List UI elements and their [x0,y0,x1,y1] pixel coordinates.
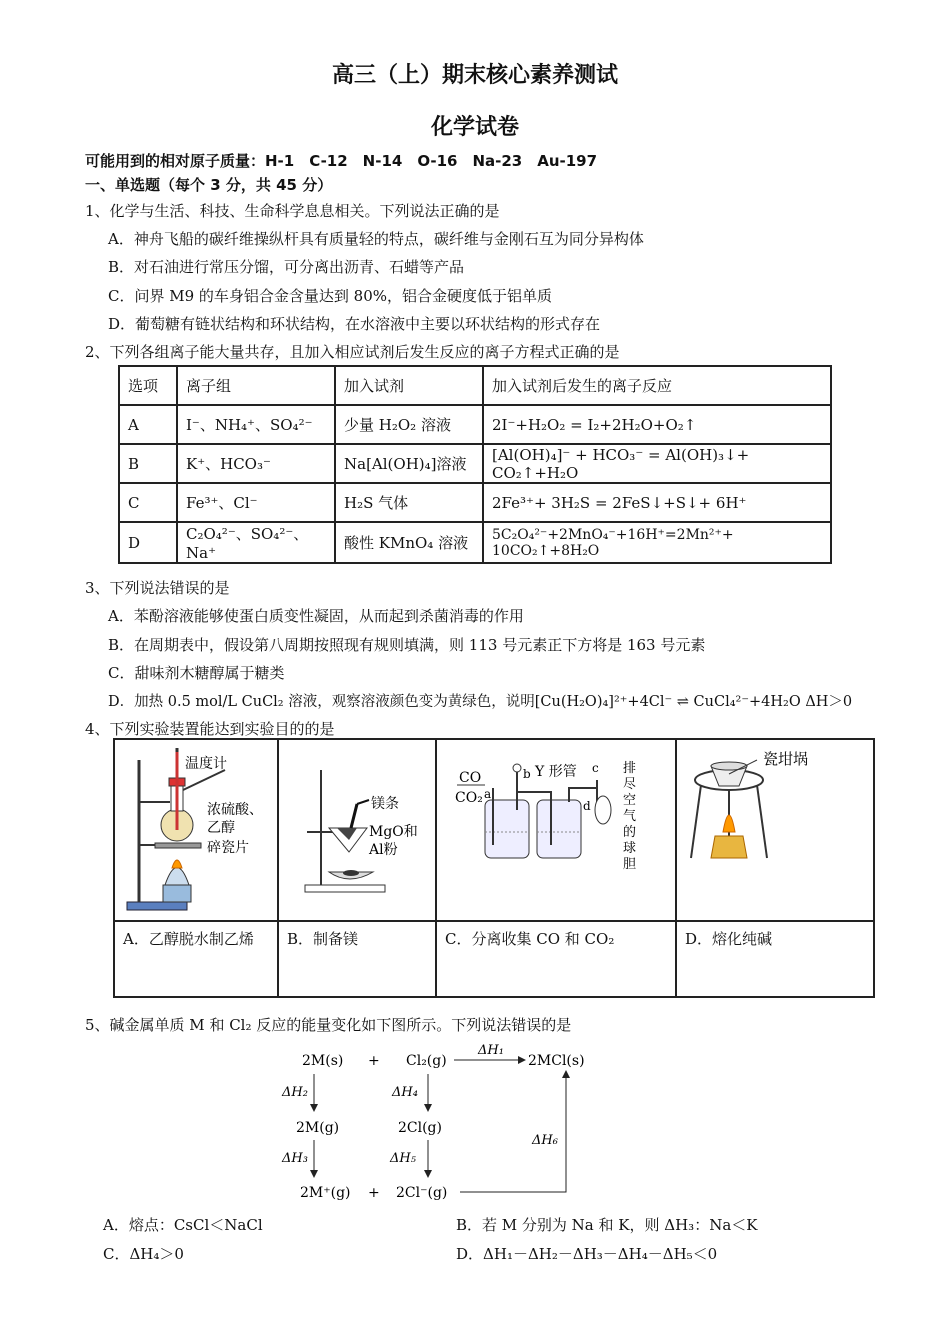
species-m-gas: 2M(g) [296,1120,340,1136]
q5-option-d: D．ΔH₁－ΔH₂－ΔH₃－ΔH₄－ΔH₅＜0 [456,1245,718,1263]
q5-option-b: B．若 M 分别为 Na 和 K，则 ΔH₃：Na＜K [456,1216,758,1234]
table-cell: 酸性 KMnO₄ 溶液 [335,522,483,563]
label-crucible: 瓷坩埚 [763,750,809,768]
table-row [119,405,831,444]
table-cell: [Al(OH)₄]⁻ + HCO₃⁻ = Al(OH)₃↓+ CO₂↑+H₂O [483,444,831,483]
table-cell: Fe³⁺、Cl⁻ [177,483,335,522]
q5-stem: 5、碱金属单质 M 和 Cl₂ 反应的能量变化如下图所示。下列说法错误的是 [85,1016,572,1034]
table-header: 加入试剂 [335,366,483,405]
label-thermometer: 温度计 [185,756,227,772]
table-cell: 少量 H₂O₂ 溶液 [335,405,483,444]
q1-option-a: A．神舟飞船的碳纤维操纵杆具有质量轻的特点，碳纤维与金刚石互为同分异构体 [108,230,644,248]
q2-table [118,365,832,564]
q3-option-b: B．在周期表中，假设第八周期按照现有规则填满，则 113 号元素正下方将是 163 号元素 [108,636,706,654]
label-b: b [523,767,531,781]
table-header: 离子组 [177,366,335,405]
label-bladder: 空 [623,793,637,808]
page-title: 高三（上）期末核心素养测试 [331,63,618,88]
label-bladder: 排 [623,761,637,776]
table-cell: 2I⁻+H₂O₂ = I₂+2H₂O+O₂↑ [483,405,831,444]
species-cl-ion: 2Cl⁻(g) [396,1185,448,1201]
label-al: Al粉 [369,842,398,858]
table-cell: D [119,522,177,563]
label-reagents-2: 乙醇 [207,820,235,836]
plus-sign: + [368,1053,380,1069]
table-cell: I⁻、NH₄⁺、SO₄²⁻ [177,405,335,444]
table-cell: C [119,483,177,522]
label-dh6: ΔH₆ [532,1133,558,1148]
label-bladder: 气 [623,809,637,824]
q1-stem: 1、化学与生活、科技、生命科学息息相关。下列说法正确的是 [85,202,500,220]
label-reagents: 浓硫酸、 [207,802,263,818]
page-subtitle: 化学试卷 [430,115,519,140]
species-cl2-gas: Cl₂(g) [406,1053,447,1069]
q5-option-a: A．熔点：CsCl＜NaCl [103,1216,263,1234]
label-a: a [484,787,492,801]
table-cell: B [119,444,177,483]
table-row [119,483,831,522]
q3-option-c: C．甜味剂木糖醇属于糖类 [108,664,285,682]
table-cell: H₂S 气体 [335,483,483,522]
apparatus-c-cell [436,739,676,921]
label-co: CO [459,770,482,786]
table-header: 选项 [119,366,177,405]
label-ytube: Y 形管 [535,764,577,780]
label-bladder: 胆 [623,857,637,872]
label-chips: 碎瓷片 [207,840,249,856]
species-m-solid: 2M(s) [302,1053,344,1069]
apparatus-d-cell [676,739,874,921]
table-row [119,522,831,563]
label-d: d [583,799,591,813]
label-dh2: ΔH₂ [282,1085,308,1100]
label-dh5: ΔH₅ [390,1151,416,1166]
caption-a: A．乙醇脱水制乙烯 [114,921,278,997]
q1-option-c: C．问界 M9 的车身铝合金含量达到 80%，铝合金硬度低于铝单质 [108,287,553,305]
label-dh1: ΔH₁ [478,1043,504,1058]
caption-d: D．熔化纯碱 [676,921,874,997]
apparatus-b-cell [278,739,436,921]
table-cell: Na[Al(OH)₄]溶液 [335,444,483,483]
q4-apparatus-table [113,738,875,998]
plus-sign-2: + [368,1185,380,1201]
table-cell: C₂O₄²⁻、SO₄²⁻、Na⁺ [177,522,335,563]
table-cell: K⁺、HCO₃⁻ [177,444,335,483]
species-mcl-solid: 2MCl(s) [528,1053,585,1069]
caption-b: B．制备镁 [278,921,436,997]
q4-stem: 4、下列实验装置能达到实验目的的是 [85,720,335,738]
label-dh4: ΔH₄ [392,1085,418,1100]
born-haber-diagram [270,1040,610,1205]
q3-option-d: D．加热 0.5 mol/L CuCl₂ 溶液，观察溶液颜色变为黄绿色，说明[Cu(H₂O)₄]²⁺+4Cl⁻ ⇌ CuCl₄²⁻+4H₂O ΔH＞0 [108,694,853,710]
table-cell: 5C₂O₄²⁻+2MnO₄⁻+16H⁺=2Mn²⁺+ 10CO₂↑+8H₂O [483,522,831,563]
label-bladder: 的 [623,825,637,840]
ethylene-apparatus-figure [115,740,277,920]
table-header: 加入试剂后发生的离子反应 [483,366,831,405]
label-dh3: ΔH₃ [282,1151,308,1166]
q1-option-d: D．葡萄糖有链状结构和环状结构，在水溶液中主要以环状结构的形式存在 [108,315,601,333]
label-co2: CO₂ [455,790,483,806]
table-header-row [119,366,831,405]
arrow-dh6 [460,1072,566,1192]
q5-option-c: C．ΔH₄＞0 [103,1245,184,1263]
label-bladder: 球 [623,841,637,856]
label-mg: 镁条 [371,796,399,812]
species-cl-gas: 2Cl(g) [398,1120,442,1136]
crucible-figure [677,740,873,920]
caption-c: C．分离收集 CO 和 CO₂ [436,921,676,997]
atomic-masses: 可能用到的相对原子质量：H-1 C-12 N-14 O-16 Na-23 Au-197 [85,152,598,170]
label-bladder: 尽 [623,777,637,792]
q3-stem: 3、下列说法错误的是 [85,579,230,597]
table-cell: A [119,405,177,444]
label-mgo: MgO和 [369,824,418,840]
q1-option-b: B．对石油进行常压分馏，可分离出沥青、石蜡等产品 [108,258,465,276]
species-m-ion: 2M⁺(g) [300,1185,351,1201]
table-cell: 2Fe³⁺+ 3H₂S = 2FeS↓+S↓+ 6H⁺ [483,483,831,522]
q2-stem: 2、下列各组离子能大量共存，且加入相应试剂后发生反应的离子方程式正确的是 [85,343,620,361]
label-c: c [592,761,599,775]
thermite-apparatus-figure [279,740,435,920]
gas-separation-figure [437,740,675,920]
q3-option-a: A．苯酚溶液能够使蛋白质变性凝固，从而起到杀菌消毒的作用 [108,607,524,625]
table-row [119,444,831,483]
apparatus-a-cell [114,739,278,921]
section-heading: 一、单选题（每个 3 分，共 45 分） [85,176,333,194]
